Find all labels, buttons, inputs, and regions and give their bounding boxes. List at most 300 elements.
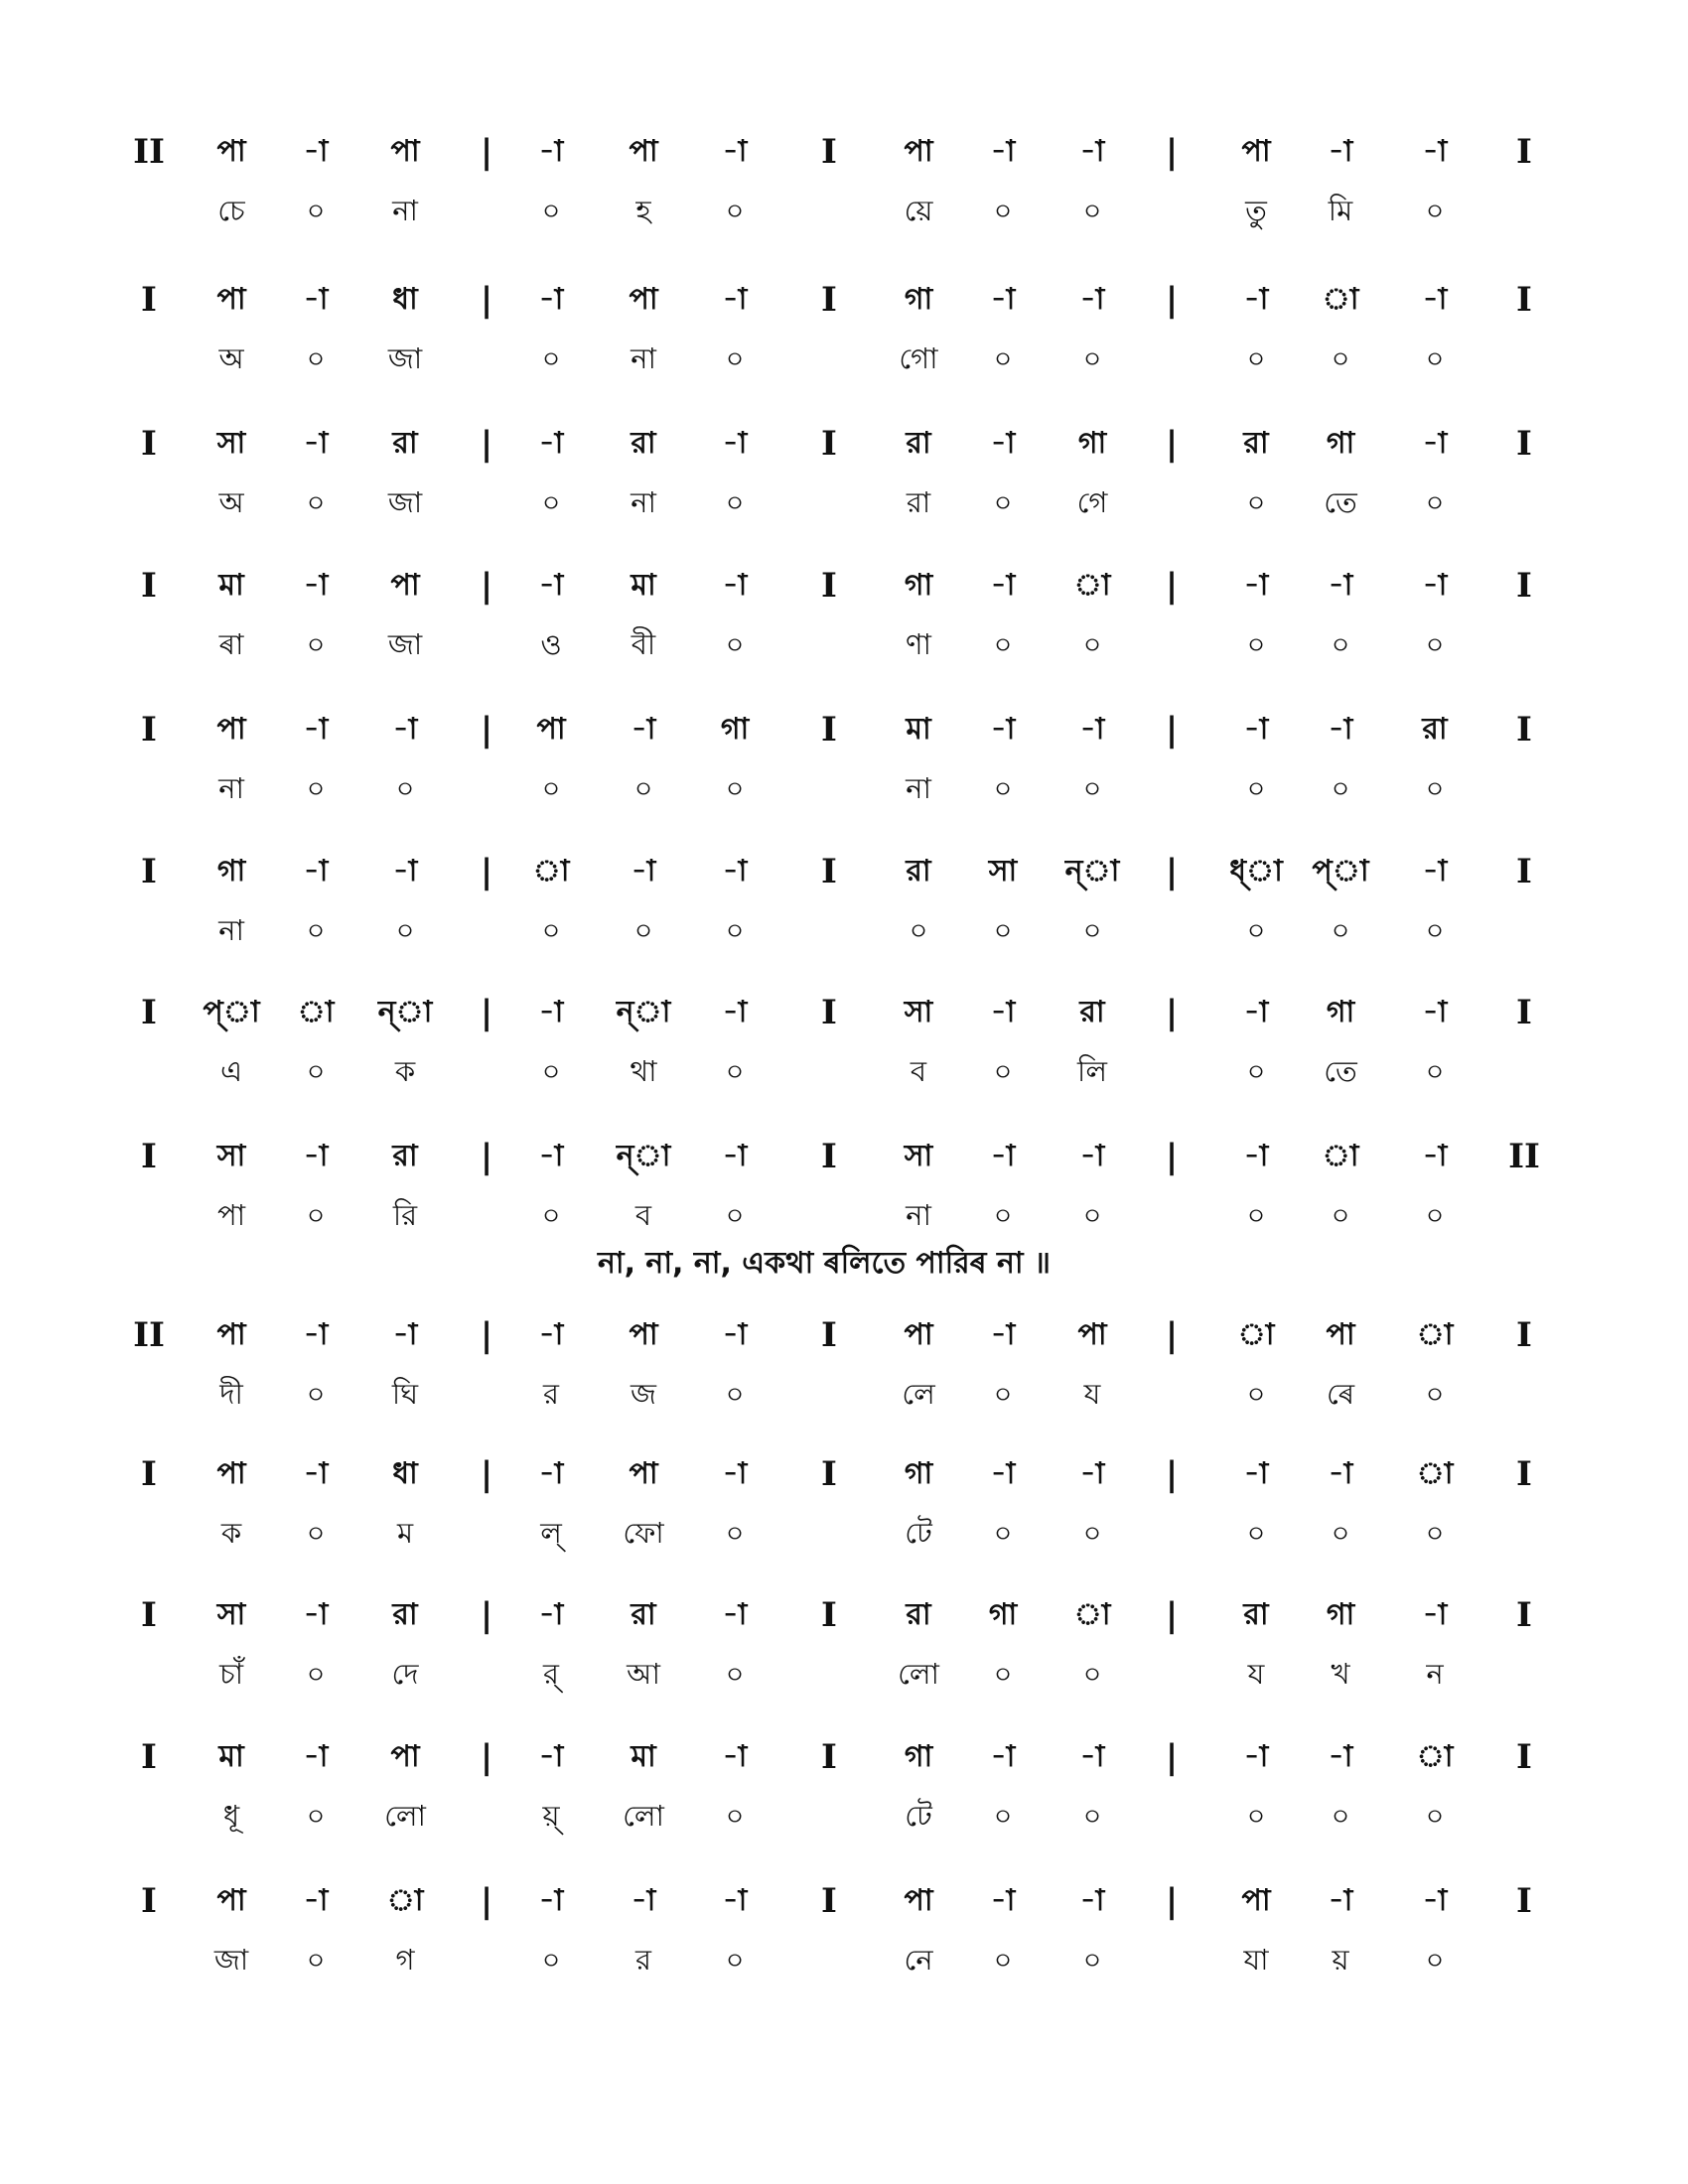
note-cell: -া — [1422, 282, 1448, 317]
bar-line: I — [821, 1315, 837, 1355]
lyric-cell: ০ — [993, 627, 1013, 661]
lyric-cell: য় — [1332, 1943, 1349, 1977]
note-cell: -া — [392, 1317, 418, 1352]
lyric-cell: ০ — [1246, 1799, 1266, 1833]
lyric-cell: ০ — [993, 913, 1013, 947]
note-cell: -া — [1422, 1883, 1448, 1918]
lyric-cell: ব — [634, 1198, 652, 1232]
note-cell: রা — [392, 1139, 418, 1173]
lyric-cell: ০ — [725, 1516, 745, 1550]
note-cell: -া — [990, 282, 1016, 317]
note-cell: পা — [629, 1456, 658, 1491]
note-cell: -া — [538, 1139, 564, 1173]
note-cell: -া — [1079, 282, 1105, 317]
lyric-cell: ০ — [725, 194, 745, 227]
lyric-cell: খ — [1331, 1657, 1350, 1691]
bar-line: I — [141, 1881, 157, 1921]
note-cell: মা — [631, 568, 656, 603]
lyric-cell: ০ — [1425, 913, 1445, 947]
lyric-cell: ০ — [993, 771, 1013, 805]
lyric-cell: ০ — [1246, 485, 1266, 519]
note-cell: মা — [906, 712, 931, 747]
lyric-cell: য — [1247, 1657, 1265, 1691]
lyric-cell: না — [392, 194, 418, 227]
note-cell: -া — [1243, 1139, 1269, 1173]
lyric-cell: ০ — [306, 1799, 326, 1833]
lyric-cell: য — [1083, 1377, 1101, 1411]
bar-line: I — [821, 710, 837, 750]
bar-line: | — [480, 132, 493, 172]
bar-line: I — [1516, 566, 1532, 606]
note-cell: পা — [390, 568, 420, 603]
lyric-cell: ০ — [1425, 1943, 1445, 1977]
lyric-cell: ০ — [1331, 1799, 1350, 1833]
bar-line: I — [1516, 710, 1532, 750]
lyric-cell: ০ — [1246, 1516, 1266, 1550]
lyric-cell: ০ — [306, 1054, 326, 1088]
note-cell: -া — [303, 854, 329, 888]
lyric-cell: না — [218, 913, 244, 947]
lyric-cell: ০ — [306, 1657, 326, 1691]
lyric-cell: ০ — [1246, 913, 1266, 947]
note-cell: া — [386, 1883, 424, 1918]
lyric-cell: ০ — [1425, 771, 1445, 805]
lyric-cell: ০ — [993, 1516, 1013, 1550]
note-cell: -া — [1079, 134, 1105, 169]
note-cell: পা — [216, 712, 246, 747]
bar-line: | — [480, 566, 493, 606]
bar-line: I — [141, 993, 157, 1032]
lyric-cell: চে — [217, 194, 245, 227]
note-cell: -া — [722, 1139, 748, 1173]
lyric-cell: না — [906, 771, 931, 805]
lyric-cell: ০ — [993, 1943, 1013, 1977]
lyric-cell: ০ — [1246, 1198, 1266, 1232]
lyric-cell: ০ — [993, 194, 1013, 227]
lyric-cell: ক — [220, 1516, 242, 1550]
lyric-cell: ০ — [725, 1943, 745, 1977]
lyric-cell: দী — [219, 1377, 243, 1411]
note-cell: -া — [538, 995, 564, 1029]
note-cell: সা — [904, 1139, 933, 1173]
bar-line: II — [133, 1315, 165, 1355]
lyric-cell: ক — [394, 1054, 416, 1088]
lyric-cell: তে — [1324, 485, 1357, 519]
bar-line: I — [1516, 280, 1532, 320]
bar-line: | — [1165, 280, 1179, 320]
lyric-cell: ০ — [993, 1377, 1013, 1411]
lyric-cell: ০ — [1425, 194, 1445, 227]
lyric-cell: টে — [905, 1516, 932, 1550]
note-cell: ন্া — [377, 995, 433, 1029]
lyric-cell: আ — [627, 1657, 660, 1691]
lyric-cell: ০ — [541, 485, 561, 519]
lyric-cell: ম — [396, 1516, 414, 1550]
lyric-cell: ও — [540, 627, 562, 661]
lyric-cell: ঘি — [391, 1377, 419, 1411]
note-cell: া — [1073, 1597, 1111, 1632]
lyric-cell: ০ — [541, 913, 561, 947]
lyric-cell: টে — [905, 1799, 932, 1833]
bar-line: I — [1516, 424, 1532, 464]
note-cell: পা — [216, 1317, 246, 1352]
note-cell: -া — [538, 1456, 564, 1491]
lyric-cell: জা — [213, 1943, 249, 1977]
note-cell: -া — [303, 1317, 329, 1352]
note-cell: -া — [990, 568, 1016, 603]
note-cell: -া — [722, 426, 748, 461]
note-cell: -া — [722, 568, 748, 603]
lyric-cell: গ — [395, 1943, 415, 1977]
note-cell: -া — [538, 426, 564, 461]
bar-line: | — [480, 1137, 493, 1176]
note-cell: গা — [904, 282, 933, 317]
bar-line: | — [1165, 1881, 1179, 1921]
lyric-cell: ০ — [1246, 771, 1266, 805]
note-cell: গা — [720, 712, 750, 747]
note-cell: -া — [1079, 1739, 1105, 1774]
lyric-cell: না — [631, 341, 656, 375]
bar-line: | — [480, 993, 493, 1032]
lyric-cell: রি — [392, 1198, 418, 1232]
note-cell: -া — [1079, 1139, 1105, 1173]
note-cell: -া — [1328, 568, 1353, 603]
lyric-cell: ব — [910, 1054, 927, 1088]
lyric-cell: ০ — [993, 341, 1013, 375]
note-cell: -া — [303, 1739, 329, 1774]
note-cell: পা — [629, 1317, 658, 1352]
lyric-cell: ০ — [306, 771, 326, 805]
note-cell: পা — [629, 134, 658, 169]
note-cell: া — [1416, 1456, 1454, 1491]
note-cell: -া — [1243, 282, 1269, 317]
lyric-cell: ০ — [1331, 627, 1350, 661]
lyric-cell: অ — [218, 341, 244, 375]
lyric-cell: লো — [623, 1799, 664, 1833]
lyric-cell: ল্ — [540, 1516, 562, 1550]
lyric-cell: জা — [387, 627, 423, 661]
note-cell: -া — [1422, 1597, 1448, 1632]
note-cell: প্া — [1312, 854, 1369, 888]
note-cell: -া — [1328, 1739, 1353, 1774]
bar-line: I — [821, 993, 837, 1032]
lyric-cell: ০ — [725, 627, 745, 661]
lyric-cell: ০ — [306, 913, 326, 947]
note-cell: -া — [1328, 134, 1353, 169]
note-cell: -া — [303, 1597, 329, 1632]
bar-line: II — [133, 132, 165, 172]
lyric-cell: ০ — [1425, 1377, 1445, 1411]
note-cell: পা — [629, 282, 658, 317]
note-cell: ন্া — [616, 1139, 671, 1173]
note-cell: সা — [988, 854, 1018, 888]
bar-line: I — [141, 280, 157, 320]
bar-line: | — [480, 710, 493, 750]
bar-line: I — [141, 1595, 157, 1635]
note-cell: গা — [1077, 426, 1107, 461]
note-cell: গা — [904, 568, 933, 603]
note-cell: ন্া — [1064, 854, 1120, 888]
note-cell: -া — [1243, 1739, 1269, 1774]
note-cell: ন্া — [616, 995, 671, 1029]
bar-line: | — [480, 1737, 493, 1777]
bar-line: | — [1165, 132, 1179, 172]
lyric-cell: ০ — [1331, 1198, 1350, 1232]
lyric-cell: ০ — [1082, 771, 1102, 805]
note-cell: -া — [303, 134, 329, 169]
note-cell: -া — [303, 1139, 329, 1173]
bar-line: I — [141, 710, 157, 750]
note-cell: সা — [216, 1139, 246, 1173]
lyric-cell: লি — [1077, 1054, 1107, 1088]
lyric-cell: ০ — [1331, 341, 1350, 375]
note-cell: -া — [392, 712, 418, 747]
lyric-cell: হ — [635, 194, 651, 227]
lyric-cell: ০ — [395, 913, 415, 947]
lyric-cell: ০ — [725, 1799, 745, 1833]
lyric-cell: ৰে — [1326, 1377, 1355, 1411]
lyric-cell: ০ — [725, 1377, 745, 1411]
note-cell: পা — [1241, 1883, 1271, 1918]
note-cell: -া — [1422, 1139, 1448, 1173]
lyric-cell: বী — [631, 627, 656, 661]
note-cell: পা — [216, 134, 246, 169]
note-cell: া — [297, 995, 335, 1029]
note-cell: রা — [631, 1597, 656, 1632]
lyric-cell: ০ — [725, 771, 745, 805]
bar-line: | — [1165, 993, 1179, 1032]
note-cell: রা — [1243, 426, 1269, 461]
lyric-cell: ৰা — [218, 627, 244, 661]
lyric-cell: পা — [216, 1198, 246, 1232]
bar-line: I — [1516, 993, 1532, 1032]
lyric-cell: ০ — [1082, 1943, 1102, 1977]
note-cell: -া — [990, 1883, 1016, 1918]
lyric-cell: ০ — [1425, 1198, 1445, 1232]
lyric-cell: য়ে — [904, 194, 933, 227]
bar-line: | — [1165, 852, 1179, 891]
note-cell: গা — [1326, 426, 1355, 461]
note-cell: -া — [303, 712, 329, 747]
lyric-cell: ০ — [1425, 1054, 1445, 1088]
note-cell: -া — [538, 282, 564, 317]
lyric-cell: য়্ — [542, 1799, 560, 1833]
lyric-cell: ০ — [993, 1657, 1013, 1691]
note-cell: -া — [990, 1739, 1016, 1774]
note-cell: -া — [631, 854, 656, 888]
bar-line: I — [141, 1137, 157, 1176]
lyric-cell: ০ — [306, 1198, 326, 1232]
lyric-cell: ০ — [633, 913, 653, 947]
note-cell: গা — [216, 854, 246, 888]
note-cell: া — [1416, 1317, 1454, 1352]
lyric-cell: ০ — [1331, 913, 1350, 947]
lyric-cell: ০ — [1082, 194, 1102, 227]
lyric-cell: র — [635, 1943, 651, 1977]
lyric-cell: ০ — [993, 1198, 1013, 1232]
lyric-cell: ০ — [306, 485, 326, 519]
note-cell: রা — [1422, 712, 1448, 747]
lyric-cell: জা — [387, 341, 423, 375]
lyric-cell: মি — [1328, 194, 1353, 227]
lyric-cell: ০ — [306, 627, 326, 661]
note-cell: রা — [906, 426, 931, 461]
bar-line: I — [141, 566, 157, 606]
note-cell: সা — [216, 1597, 246, 1632]
bar-line: | — [480, 1454, 493, 1494]
bar-line: I — [141, 424, 157, 464]
caption-line: না, না, না, একথা ৰলিতে পারিৰ না ॥ — [597, 1246, 1052, 1281]
note-cell: -া — [1422, 995, 1448, 1029]
bar-line: I — [821, 280, 837, 320]
bar-line: | — [1165, 710, 1179, 750]
lyric-cell: ০ — [1331, 1516, 1350, 1550]
lyric-cell: ০ — [306, 1943, 326, 1977]
bar-line: I — [821, 1881, 837, 1921]
note-cell: -া — [392, 854, 418, 888]
note-cell: -া — [303, 1883, 329, 1918]
bar-line: I — [821, 1737, 837, 1777]
lyric-cell: না — [906, 1198, 931, 1232]
note-cell: -া — [1243, 1456, 1269, 1491]
lyric-cell: ০ — [1425, 627, 1445, 661]
note-cell: -া — [538, 1883, 564, 1918]
lyric-cell: ০ — [725, 485, 745, 519]
lyric-cell: ০ — [541, 1054, 561, 1088]
note-cell: -া — [631, 1883, 656, 1918]
bar-line: I — [1516, 852, 1532, 891]
note-cell: পা — [904, 1317, 933, 1352]
bar-line: | — [480, 280, 493, 320]
lyric-cell: ০ — [725, 341, 745, 375]
lyric-cell: ণা — [906, 627, 931, 661]
lyric-cell: নে — [904, 1943, 933, 1977]
lyric-cell: ন — [1426, 1657, 1444, 1691]
lyric-cell: চাঁ — [218, 1657, 244, 1691]
bar-line: | — [1165, 1137, 1179, 1176]
lyric-cell: রা — [906, 485, 931, 519]
lyric-cell: ০ — [1246, 1377, 1266, 1411]
lyric-cell: ০ — [725, 1198, 745, 1232]
lyric-cell: ০ — [725, 1657, 745, 1691]
lyric-cell: ০ — [1246, 341, 1266, 375]
note-cell: পা — [1077, 1317, 1107, 1352]
bar-line: I — [821, 566, 837, 606]
note-cell: া — [1416, 1739, 1454, 1774]
lyric-cell: ০ — [306, 1377, 326, 1411]
lyric-cell: ০ — [541, 341, 561, 375]
note-cell: -া — [990, 1139, 1016, 1173]
lyric-cell: ০ — [306, 1516, 326, 1550]
bar-line: I — [1516, 1737, 1532, 1777]
note-cell: ধা — [392, 282, 418, 317]
note-cell: -া — [303, 1456, 329, 1491]
bar-line: | — [1165, 424, 1179, 464]
note-cell: -া — [722, 854, 748, 888]
lyric-cell: গে — [1076, 485, 1108, 519]
lyric-cell: তু — [1245, 194, 1267, 227]
note-cell: পা — [216, 1883, 246, 1918]
lyric-cell: ০ — [541, 1943, 561, 1977]
lyric-cell: ০ — [1425, 1799, 1445, 1833]
lyric-cell: ০ — [1425, 341, 1445, 375]
lyric-cell: ০ — [725, 1054, 745, 1088]
note-cell: -া — [722, 134, 748, 169]
bar-line: I — [141, 1454, 157, 1494]
note-cell: গা — [1326, 1597, 1355, 1632]
note-cell: -া — [1079, 1883, 1105, 1918]
note-cell: -া — [1328, 1456, 1353, 1491]
lyric-cell: ০ — [993, 1799, 1013, 1833]
lyric-cell: অ — [218, 485, 244, 519]
bar-line: | — [480, 424, 493, 464]
bar-line: | — [480, 1881, 493, 1921]
note-cell: গা — [904, 1456, 933, 1491]
bar-line: I — [1516, 1595, 1532, 1635]
note-cell: পা — [216, 1456, 246, 1491]
bar-line: I — [821, 424, 837, 464]
lyric-cell: ০ — [1082, 1657, 1102, 1691]
note-cell: পা — [904, 134, 933, 169]
lyric-cell: ০ — [306, 341, 326, 375]
bar-line: | — [1165, 1315, 1179, 1355]
note-cell: -া — [538, 568, 564, 603]
bar-line: I — [821, 132, 837, 172]
lyric-cell: র — [543, 1377, 559, 1411]
lyric-cell: জা — [387, 485, 423, 519]
lyric-cell: এ — [219, 1054, 243, 1088]
note-cell: রা — [906, 1597, 931, 1632]
lyric-cell: যা — [1243, 1943, 1269, 1977]
note-cell: -া — [538, 1739, 564, 1774]
bar-line: | — [1165, 566, 1179, 606]
note-cell: রা — [1243, 1597, 1269, 1632]
bar-line: II — [1508, 1137, 1540, 1176]
bar-line: | — [480, 1595, 493, 1635]
lyric-cell: ০ — [541, 1198, 561, 1232]
note-cell: প্া — [203, 995, 260, 1029]
bar-line: I — [821, 1137, 837, 1176]
note-cell: ধ্া — [1229, 854, 1283, 888]
note-cell: পা — [390, 134, 420, 169]
bar-line: I — [821, 1595, 837, 1635]
lyric-cell: ০ — [1082, 913, 1102, 947]
bar-line: I — [1516, 1881, 1532, 1921]
note-cell: -া — [990, 134, 1016, 169]
note-cell: -া — [990, 1317, 1016, 1352]
note-cell: া — [1073, 568, 1111, 603]
note-cell: া — [1322, 1139, 1359, 1173]
note-cell: -া — [722, 1456, 748, 1491]
lyric-cell: ০ — [1082, 341, 1102, 375]
lyric-cell: র্ — [543, 1657, 559, 1691]
note-cell: পা — [216, 282, 246, 317]
lyric-cell: ধূ — [222, 1799, 240, 1833]
lyric-cell: থা — [630, 1054, 657, 1088]
bar-line: I — [1516, 1454, 1532, 1494]
note-cell: রা — [392, 426, 418, 461]
note-cell: -া — [1328, 1883, 1353, 1918]
lyric-cell: ০ — [541, 771, 561, 805]
lyric-cell: ০ — [395, 771, 415, 805]
lyric-cell: ফো — [623, 1516, 664, 1550]
note-cell: -া — [990, 712, 1016, 747]
note-cell: -া — [722, 282, 748, 317]
lyric-cell: লো — [384, 1799, 426, 1833]
note-cell: মা — [218, 1739, 244, 1774]
lyric-cell: ০ — [993, 485, 1013, 519]
lyric-cell: জ — [631, 1377, 656, 1411]
